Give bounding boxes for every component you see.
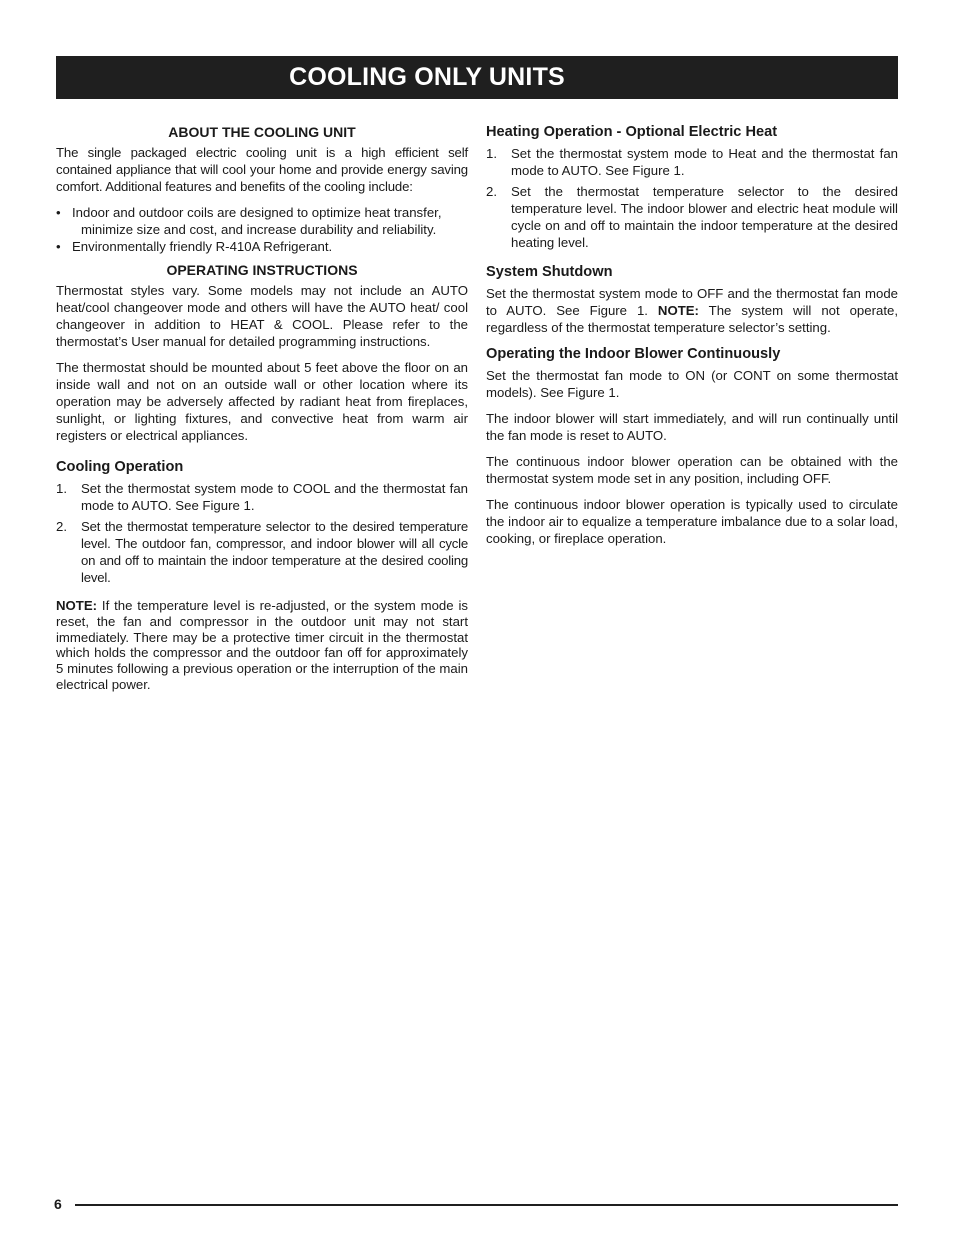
- about-heading: ABOUT THE COOLING UNIT: [168, 124, 356, 140]
- blower-paragraph-3: The continuous indoor blower operation can be obtained with the thermostat system mode set in any position, including OFF.: [486, 454, 898, 486]
- page-title: COOLING ONLY UNITS: [289, 63, 565, 91]
- shutdown-text-b: The system will not operate, regardless of the thermostat temperature selector’s setting.: [486, 303, 898, 335]
- step-text: Set the thermostat system mode to COOL and the thermostat fan mode to AUTO. See Figure 1.: [81, 481, 468, 513]
- features-list: [56, 204, 468, 255]
- list-item-text: Environmentally friendly R-410A Refrigerant.: [72, 239, 333, 254]
- right-column: [486, 123, 898, 556]
- step-text: Set the thermostat system mode to Heat and the thermostat fan mode to AUTO. See Figure 1.: [511, 146, 898, 178]
- heating-steps: [486, 145, 898, 251]
- list-item: [56, 480, 468, 514]
- about-paragraph: The single packaged electric cooling unit is a high efficient self contained appliance that will cool your home and provide energy saving comfort. Additional features and benefits of the cooling include:: [56, 145, 468, 194]
- section-banner: [56, 56, 898, 99]
- list-item: [486, 145, 898, 179]
- operating-paragraph-1: Thermostat styles vary. Some models may not include an AUTO heat/cool changeover mode and others will have the AUTO heat/ cool changeover in addition to HEAT & COOL. Please refer to the thermostat’s User manual for detailed programming instructions.: [56, 283, 468, 349]
- note-text: If the temperature level is re-adjusted, or the system mode is reset, the fan and compressor in the outdoor unit may not start immediately. There may be a protective timer circuit in the thermostat which holds the compressor and the outdoor fan off for approximately 5 minutes following a previous operation or the interruption of the main electrical power.: [56, 598, 468, 692]
- step-text: Set the thermostat temperature selector to the desired temperature level. The outdoor fan, compressor, and indoor blower will all cycle on and off to maintain the indoor temperature at the desired cooling level.: [81, 519, 468, 585]
- operating-heading: OPERATING INSTRUCTIONS: [166, 262, 358, 278]
- cooling-steps: [56, 480, 468, 586]
- blower-heading: Operating the Indoor Blower Continuously: [486, 346, 781, 362]
- shutdown-paragraph: [486, 285, 898, 336]
- bullet-icon: •: [56, 239, 61, 254]
- left-column: [56, 123, 468, 702]
- heating-heading: Heating Operation - Optional Electric Heat: [486, 124, 778, 140]
- step-number: 1.: [486, 146, 497, 161]
- list-item-text: Indoor and outdoor coils are designed to optimize heat transfer, minimize size and cost, and increase durability and reliability.: [72, 205, 442, 237]
- list-item: [486, 183, 898, 251]
- blower-paragraph-4: The continuous indoor blower operation is typically used to circulate the indoor air to equalize a temperature imbalance due to a solar load, cooking, or fireplace operation.: [486, 497, 898, 546]
- step-number: 1.: [56, 481, 67, 496]
- shutdown-text-a: Set the thermostat system mode to OFF and the thermostat fan mode to AUTO. See Figure 1.: [486, 286, 898, 318]
- blower-paragraph-2: The indoor blower will start immediately, and will run continually until the fan mode is reset to AUTO.: [486, 411, 898, 443]
- list-item: [56, 238, 468, 255]
- list-item: [56, 204, 468, 238]
- bullet-icon: •: [56, 205, 61, 220]
- operating-paragraph-2: The thermostat should be mounted about 5 feet above the floor on an inside wall and not on an outside wall or other location where its operation may be adversely affected by radiant heat from fireplaces, sunlight, or lighting fixtures, and convective heat from warm air registers or electrical appliances.: [56, 360, 468, 443]
- shutdown-heading: System Shutdown: [486, 264, 613, 280]
- shutdown-note-label: NOTE:: [657, 303, 699, 318]
- step-text: Set the thermostat temperature selector to the desired temperature level. The indoor blower and electric heat module will cycle on and off to maintain the indoor temperature at the desired heating level.: [511, 184, 898, 250]
- note-label: NOTE:: [56, 598, 98, 613]
- footer-divider: [75, 1204, 898, 1206]
- step-number: 2.: [56, 519, 67, 534]
- cooling-heading: Cooling Operation: [56, 459, 184, 475]
- page-number: 6: [54, 1196, 62, 1212]
- step-number: 2.: [486, 184, 497, 199]
- blower-paragraph-1: Set the thermostat fan mode to ON (or CONT on some thermostat models). See Figure 1.: [486, 368, 898, 400]
- list-item: [56, 518, 468, 586]
- note-paragraph: [56, 598, 468, 693]
